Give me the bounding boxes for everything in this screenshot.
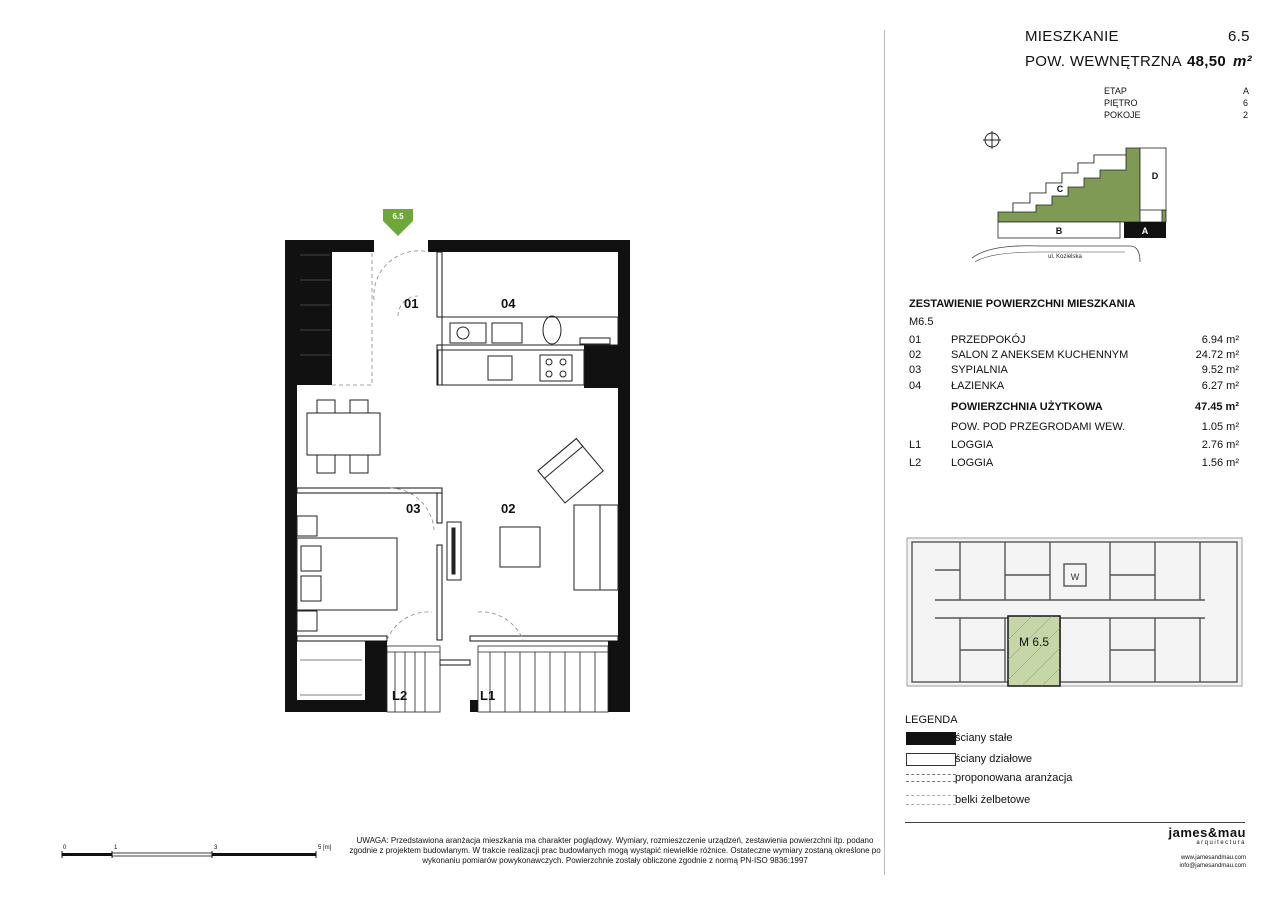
tv-unit [447, 522, 461, 580]
room-number: 04 [909, 380, 922, 392]
loggia-area: 1.56 m² [1201, 457, 1239, 469]
area-label: POW. WEWNĘTRZNA [1025, 53, 1182, 70]
dining-table [307, 400, 380, 473]
site-label-c: C [1056, 184, 1064, 194]
partition-area-value: 1.05 m² [1201, 421, 1239, 433]
usable-area-label: POWIERZCHNIA UŻYTKOWA [951, 401, 1103, 413]
room-label-l2: L2 [392, 688, 408, 703]
coffee-table [500, 527, 540, 567]
floor-plan [270, 200, 645, 720]
apartment-number: 6.5 [1228, 28, 1250, 45]
scale-tick-3: 3 [214, 845, 218, 851]
loggia-number: L1 [909, 439, 922, 451]
entrance-arrow-icon [383, 221, 413, 236]
compass-icon [983, 131, 1001, 149]
legend-label-beams: belki żelbetowe [955, 794, 1031, 806]
legend-swatch-arrangement [906, 774, 956, 782]
site-street-label: ul. Kozielska [1048, 254, 1082, 260]
legend-label-partition: ściany działowe [955, 753, 1033, 765]
room-name: PRZEDPOKÓJ [951, 334, 1026, 346]
brand-sub: arquitectura [1196, 840, 1246, 846]
room-label-03: 03 [406, 501, 421, 516]
room-area: 6.27 m² [1201, 380, 1239, 392]
loggia-row [909, 457, 1239, 472]
site-label-b: B [1055, 226, 1063, 236]
site-label-a: A [1141, 226, 1149, 236]
legend-divider [905, 822, 1245, 823]
room-number: 01 [909, 334, 922, 346]
key-plan-unit-label: M 6.5 [1018, 635, 1050, 649]
armchair [538, 439, 603, 503]
scale-tick-5: 5 [m] [318, 845, 332, 851]
brand-web: www.jamesandmau.com [1180, 855, 1246, 861]
scale-tick-0: 0 [63, 845, 67, 851]
scale-bar [60, 850, 320, 862]
brand-name: james&mau [1168, 825, 1246, 840]
key-plan-elevator-label: W [1070, 572, 1080, 582]
detail-etap-value: A [1243, 86, 1250, 96]
legend-label-structural: ściany stałe [955, 732, 1013, 744]
legend-swatch-structural [906, 732, 956, 745]
summary-title: ZESTAWIENIE POWIERZCHNI MIESZKANIA [909, 298, 1136, 310]
vertical-divider [884, 30, 885, 875]
scale-tick-1: 1 [114, 845, 118, 851]
detail-pokoje-value: 2 [1243, 110, 1249, 120]
loggia-name: LOGGIA [951, 439, 994, 451]
loggia-l1 [478, 646, 608, 712]
sofa [574, 505, 618, 590]
area-value: 48,50 [1187, 53, 1227, 70]
detail-pokoje-label: POKOJE [1104, 110, 1141, 120]
room-label-l1: L1 [480, 688, 496, 703]
legend-title: LEGENDA [905, 714, 958, 726]
apartment-label: MIESZKANIE [1025, 28, 1119, 45]
summary-row [909, 380, 1239, 395]
bedroom-wardrobe [300, 660, 362, 695]
room-number: 03 [909, 364, 922, 376]
room-name: ŁAZIENKA [951, 380, 1005, 392]
legend-label-arrangement: proponowana aranżacja [955, 772, 1073, 784]
summary-row [909, 364, 1239, 379]
bed [297, 516, 397, 631]
disclaimer-note: UWAGA: Przedstawiona aranżacja mieszkania ma charakter poglądowy. Wymiary, rozmieszczenie urządzeń, zestawienia powierzchni itp. podano zgodnie z projektem budowlanym. W trakcie realizacji prac budowlanych mogą wystąpić niewielkie różnice. Ostateczne wymiary zostaną określone po wykonaniu pomiarów powykonawczych. Powierzchnie zostały obliczone zgodnie z normą PN-ISO 9836:1997 [349, 836, 881, 865]
key-plan [905, 528, 1245, 690]
site-plan [970, 128, 1170, 268]
room-area: 24.72 m² [1195, 349, 1239, 361]
room-label-01: 01 [404, 296, 419, 311]
partition-area-row [909, 421, 1239, 436]
apartment-marker-label: 6.5 [392, 212, 404, 221]
room-label-02: 02 [501, 501, 516, 516]
area-unit: m² [1233, 53, 1252, 70]
loggia-number: L2 [909, 457, 922, 469]
summary-row [909, 334, 1239, 349]
room-name: SALON Z ANEKSEM KUCHENNYM [951, 349, 1129, 361]
detail-pietro-label: PIĘTRO [1104, 98, 1138, 108]
brand-logo [1150, 826, 1246, 847]
legend-swatch-partition [906, 753, 956, 766]
room-area: 6.94 m² [1201, 334, 1239, 346]
room-area: 9.52 m² [1201, 364, 1239, 376]
partition-area-label: POW. POD PRZEGRODAMI WEW. [951, 421, 1126, 433]
brand-email: info@jamesandmau.com [1179, 863, 1246, 869]
loggia-name: LOGGIA [951, 457, 994, 469]
usable-area-row [909, 401, 1239, 416]
legend-swatch-beams [906, 795, 956, 805]
room-name: SYPIALNIA [951, 364, 1008, 376]
detail-pietro-value: 6 [1243, 98, 1249, 108]
summary-row [909, 349, 1239, 364]
room-label-04: 04 [501, 296, 516, 311]
room-number: 02 [909, 349, 922, 361]
detail-etap-label: ETAP [1104, 86, 1127, 96]
usable-area-value: 47.45 m² [1194, 401, 1239, 413]
summary-code: M6.5 [909, 316, 934, 328]
loggia-row [909, 439, 1239, 454]
loggia-area: 2.76 m² [1201, 439, 1239, 451]
site-label-d: D [1151, 171, 1159, 181]
